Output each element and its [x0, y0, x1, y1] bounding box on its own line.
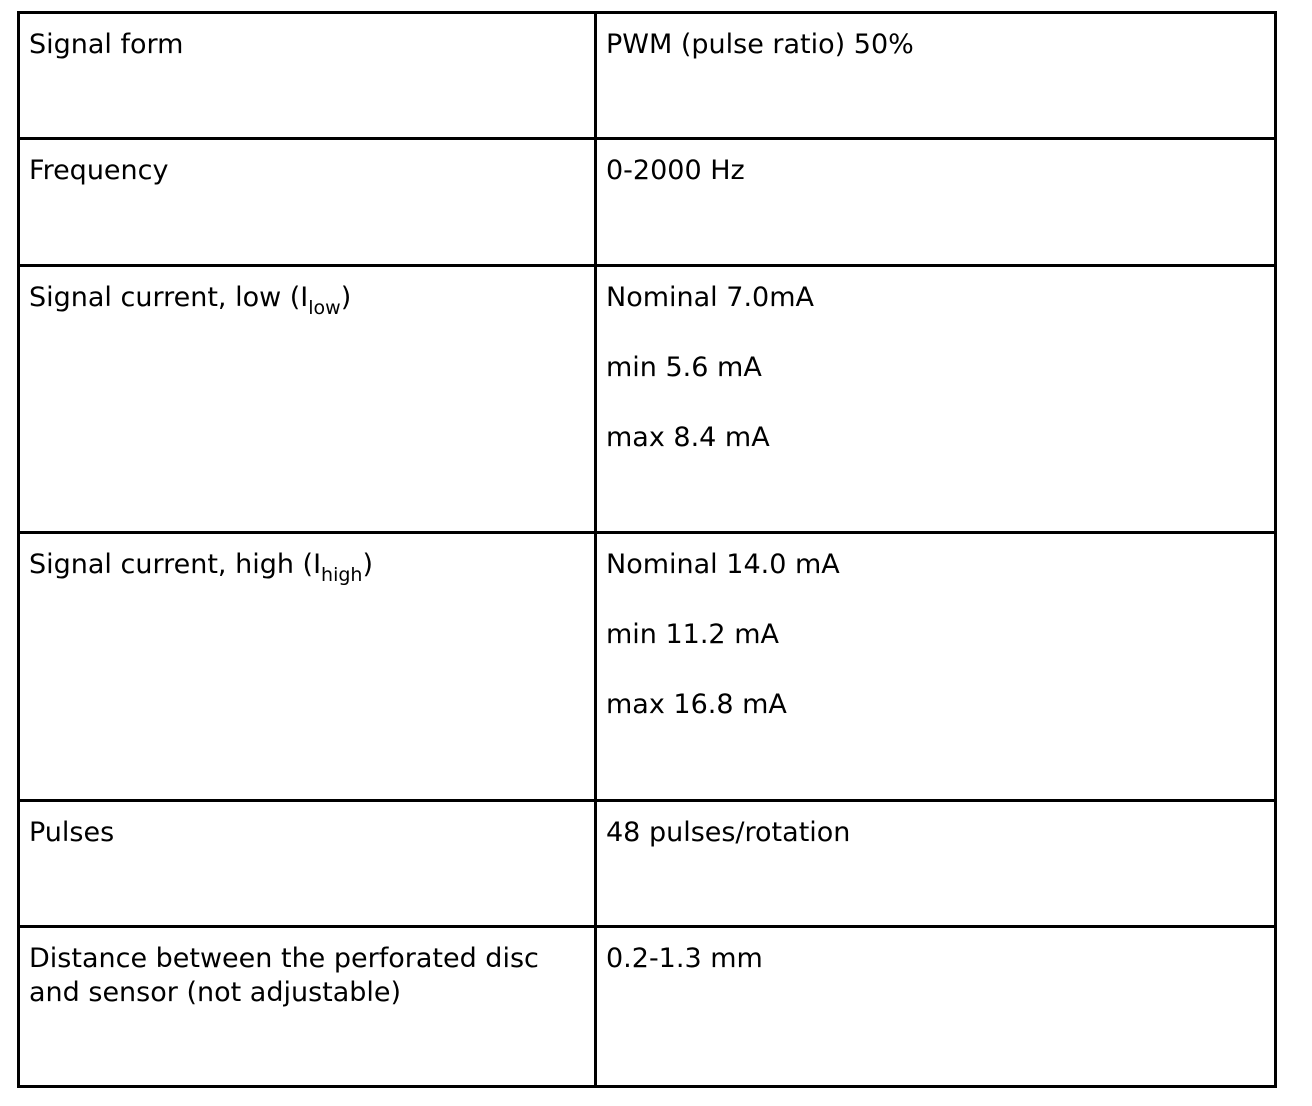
table-row-signal-current-high [19, 533, 1276, 801]
signal-current-high-label [19, 533, 596, 801]
label-prefix: Signal current, low (I [29, 282, 309, 313]
table-row-signal-current-low [19, 266, 1276, 533]
label-subscript: low [308, 297, 341, 319]
table-row-signal-form [19, 13, 1276, 139]
frequency-label: Frequency [19, 139, 596, 266]
value-line: Nominal 14.0 mA [606, 549, 840, 580]
label-suffix: ) [362, 549, 374, 580]
value-line: 0-2000 Hz [606, 155, 745, 186]
value-line: min 5.6 mA [606, 352, 762, 383]
frequency-value [596, 139, 1276, 266]
value-line: max 8.4 mA [606, 422, 770, 453]
label-subscript: high [321, 564, 363, 586]
value-line: max 16.8 mA [606, 689, 787, 720]
value-line: Nominal 7.0mA [606, 282, 814, 313]
table-row-frequency [19, 139, 1276, 266]
pulses-value [596, 801, 1276, 927]
value-line: min 11.2 mA [606, 619, 779, 650]
signal-current-high-values [596, 533, 1276, 801]
distance-label: Distance between the perforated disc and sensor (not adjustable) [19, 927, 596, 1087]
value-line: 0.2-1.3 mm [606, 943, 763, 974]
spec-table [17, 11, 1277, 1088]
table-row-pulses [19, 801, 1276, 927]
signal-current-low-label [19, 266, 596, 533]
label-suffix: ) [340, 282, 352, 313]
label-prefix: Signal current, high (I [29, 549, 322, 580]
value-line: 48 pulses/rotation [606, 817, 851, 848]
distance-value [596, 927, 1276, 1087]
value-line: PWM (pulse ratio) 50% [606, 29, 914, 60]
signal-form-value [596, 13, 1276, 139]
pulses-label: Pulses [19, 801, 596, 927]
table-row-distance [19, 927, 1276, 1087]
signal-current-low-values [596, 266, 1276, 533]
signal-form-label: Signal form [19, 13, 596, 139]
